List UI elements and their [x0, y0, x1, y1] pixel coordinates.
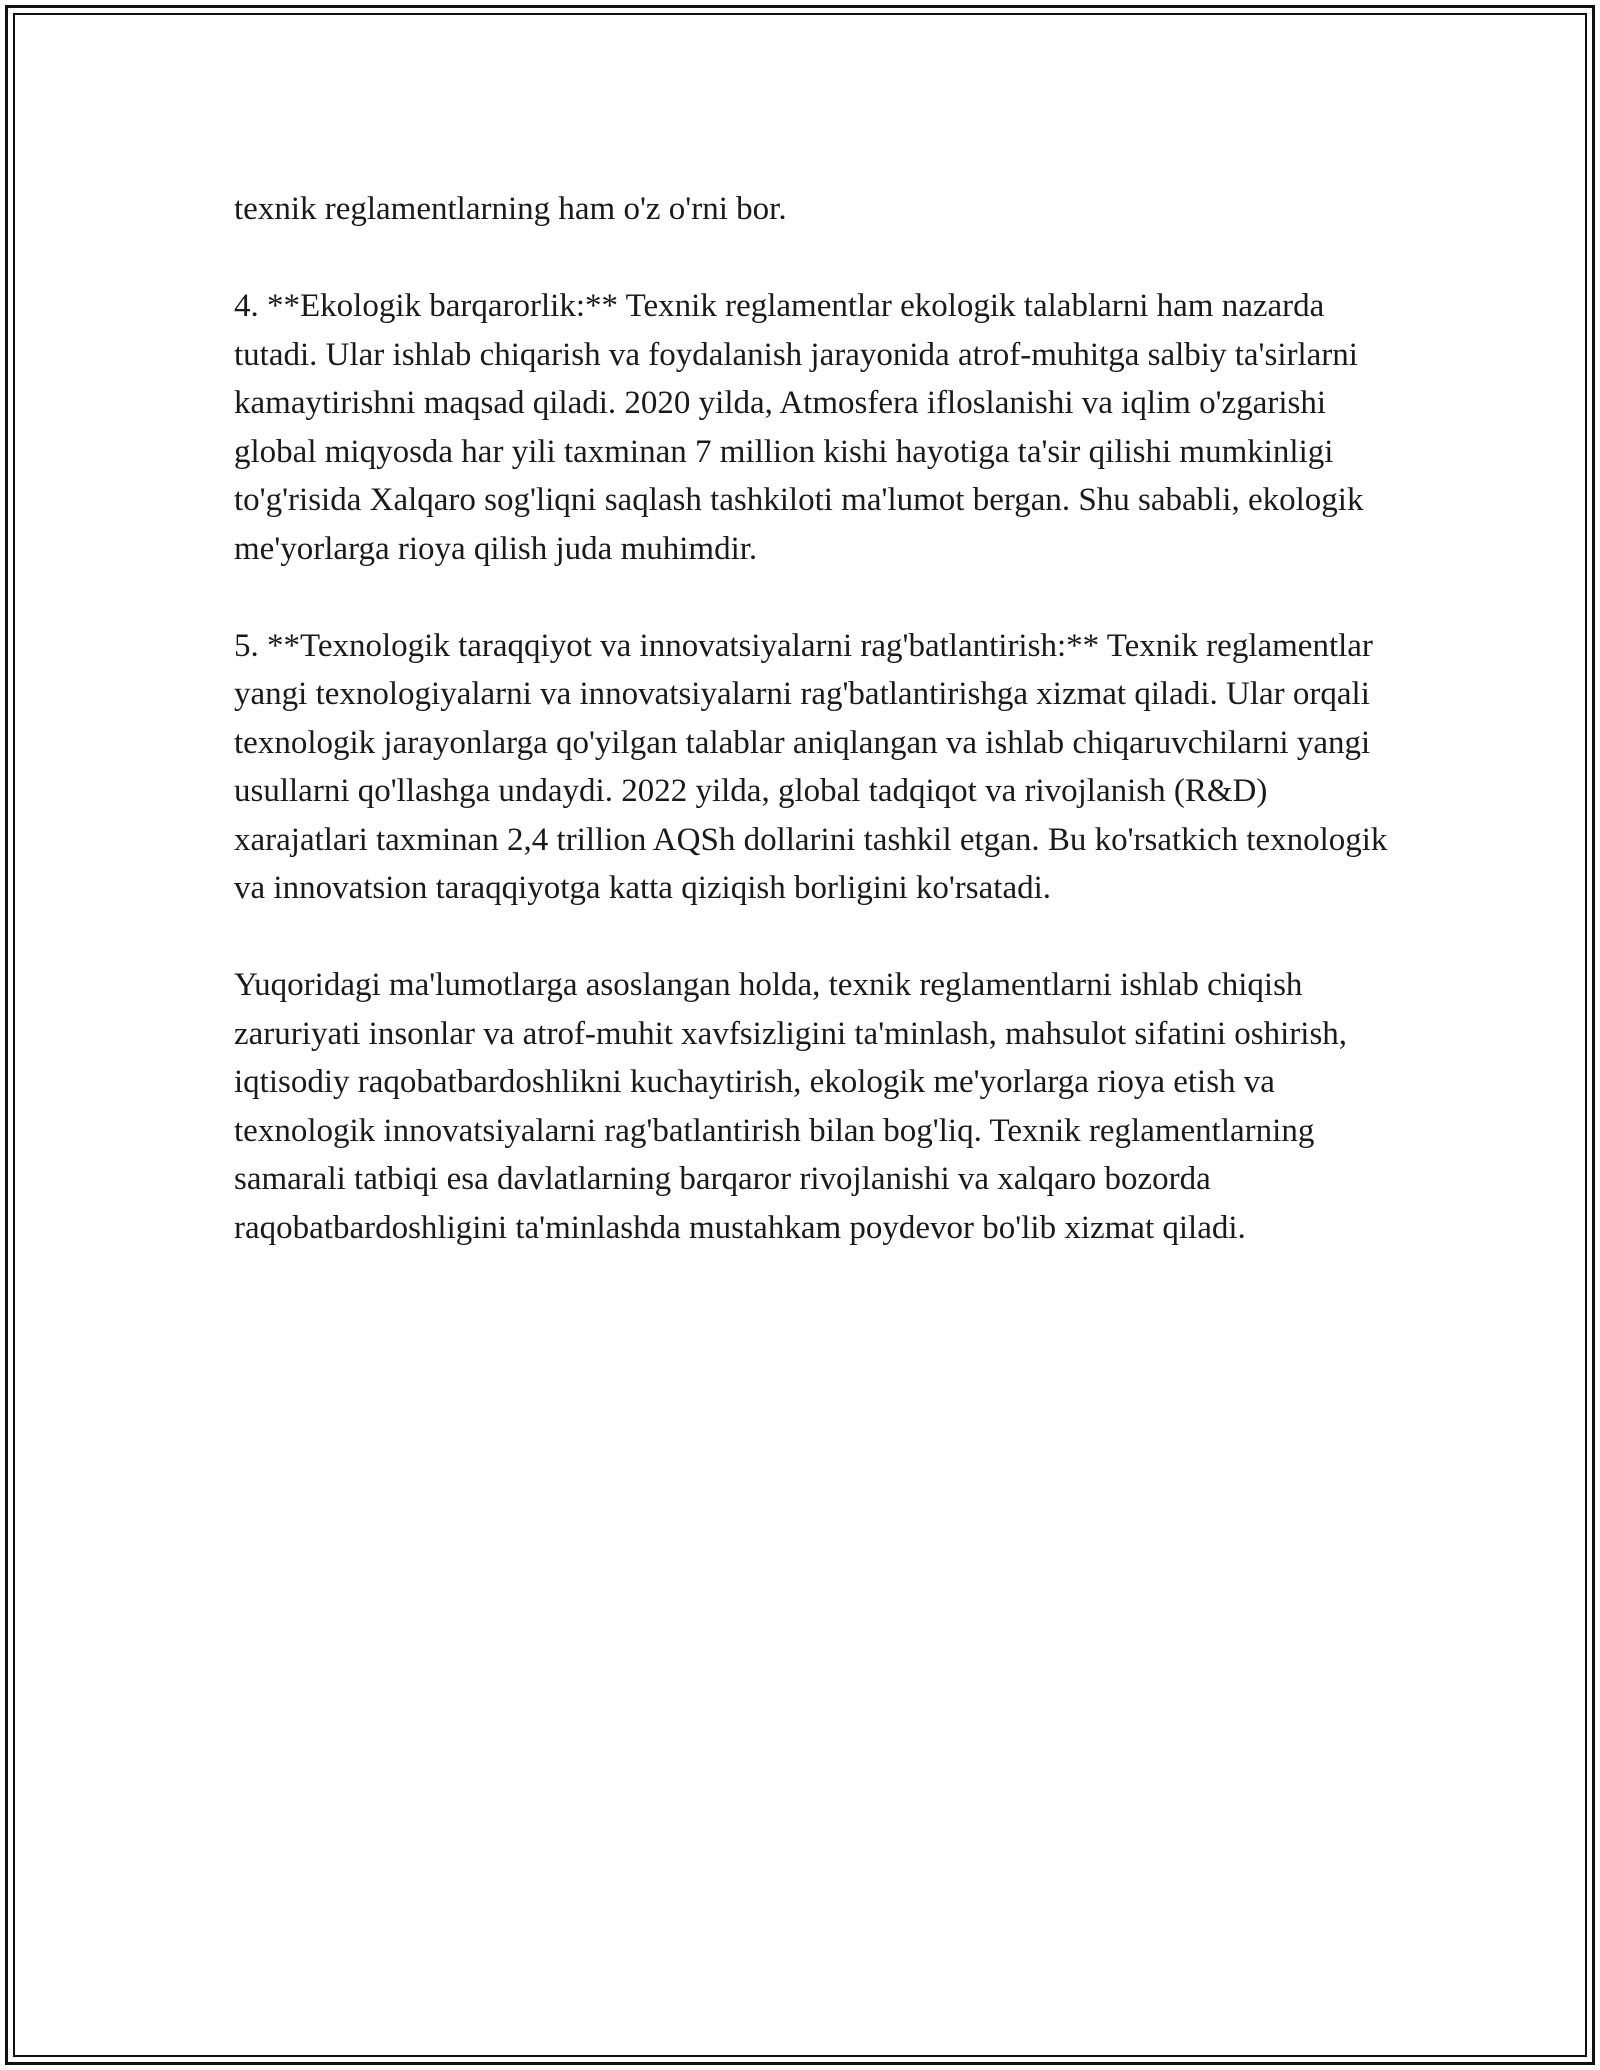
paragraph-continuation: texnik reglamentlarning ham o'z o'rni bor. [234, 191, 787, 227]
paragraph-ecological-sustainability: 4. **Ekologik barqarorlik:** Texnik reglamentlar ekologik talablarni ham nazarda tutadi. Ular ishlab chiqarish va foydalanish jarayonida atrof-muhitga salbiy ta'sirlarni kamaytirishni maqsad qiladi. 2020 yilda, Atmosfera ifloslanishi va iqlim o'zgarishi global miqyosda har yili taxminan 7 million kishi hayotiga ta'sir qilishi mumkinligi to'g'risida Xalqaro sog'liqni saqlash tashkiloti ma'lumot bergan. Shu sababli, ekologik me'yorlarga rioya qilish juda muhimdir. [234, 288, 1364, 567]
document-body [234, 185, 1394, 1301]
paragraph-conclusion: Yuqoridagi ma'lumotlarga asoslangan holda, texnik reglamentlarni ishlab chiqish zaruriyati insonlar va atrof-muhit xavfsizligini ta'minlash, mahsulot sifatini oshirish, iqtisodiy raqobatbardoshlikni kuchaytirish, ekologik me'yorlarga rioya etish va texnologik innovatsiyalarni rag'batlantirish bilan bog'liq. Texnik reglamentlarning samarali tatbiqi esa davlatlarning barqaror rivojlanishi va xalqaro bozorda raqobatbardoshligini ta'minlashda mustahkam poydevor bo'lib xizmat qiladi. [234, 967, 1348, 1246]
paragraph-technological-progress: 5. **Texnologik taraqqiyot va innovatsiyalarni rag'batlantirish:** Texnik reglamentlar yangi texnologiyalarni va innovatsiyalarni rag'batlantirishga xizmat qiladi. Ular orqali texnologik jarayonlarga qo'yilgan talablar aniqlangan va ishlab chiqaruvchilarni yangi usullarni qo'llashga undaydi. 2022 yilda, global tadqiqot va rivojlanish (R&D) xarajatlari taxminan 2,4 trillion AQSh dollarini tashkil etgan. Bu ko'rsatkich texnologik va innovatsion taraqqiyotga katta qiziqish borligini ko'rsatadi. [234, 627, 1388, 906]
